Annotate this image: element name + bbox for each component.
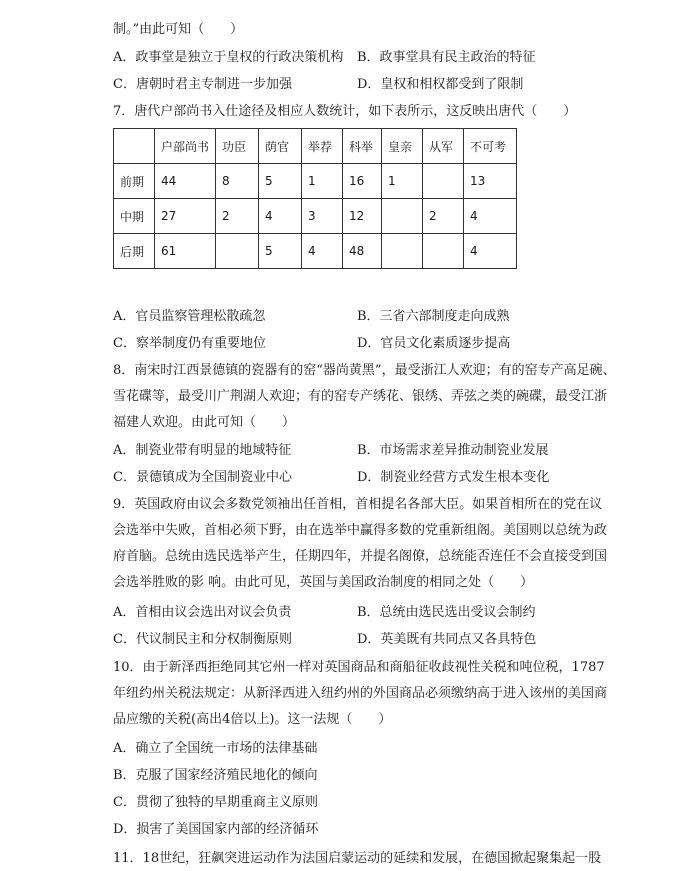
q10-stem-line: 品应缴的关税(高出4倍以上)。这一法规（ ）	[113, 712, 392, 727]
q9-option-b: B．总统由选民选出受议会制约	[357, 605, 536, 620]
table-cell: 2	[216, 199, 259, 234]
table-cell: 3	[302, 199, 343, 234]
q8-option-a: A．制瓷业带有明显的地域特征	[113, 443, 292, 458]
table-header-cell: 荫官	[259, 129, 302, 164]
table-cell: 8	[216, 164, 259, 199]
table-cell: 13	[464, 164, 517, 199]
table-header-cell: 皇亲	[382, 129, 423, 164]
table-cell: 1	[382, 164, 423, 199]
q11-stem-line: 11．18世纪，狂飙突进运动作为法国启蒙运动的延续和发展，在德国掀起聚集起一股	[113, 851, 602, 866]
q7-stem: 7．唐代户部尚书入仕途径及相应人数统计，如下表所示，这反映出唐代（ ）	[113, 104, 577, 119]
table-cell: 27	[155, 199, 216, 234]
table-row	[114, 234, 517, 269]
q8-option-b: B．市场需求差异推动制瓷业发展	[357, 443, 549, 458]
q10-option-c: C．贯彻了独特的早期重商主义原则	[113, 795, 318, 810]
table-cell: 4	[464, 234, 517, 269]
table-cell: 48	[343, 234, 382, 269]
table-cell: 4	[302, 234, 343, 269]
table-cell: 4	[464, 199, 517, 234]
q8-stem-line: 8．南宋时江西景德镇的瓷器有的窑“器尚黄黑”，最受浙江人欢迎；有的窑专产高足碗、	[113, 363, 616, 378]
q6-option-a: A．政事堂是独立于皇权的行政决策机构	[113, 50, 344, 65]
table-cell	[423, 164, 464, 199]
q8-option-d: D．制瓷业经营方式发生根本变化	[357, 470, 550, 485]
table-header-row	[114, 129, 517, 164]
q9-option-d: D．英美既有共同点又各具特色	[357, 632, 537, 647]
q10-option-a: A．确立了全国统一市场的法律基础	[113, 741, 318, 756]
table-cell: 44	[155, 164, 216, 199]
q9-stem-line: 府首脑。总统由选民选举产生，任期四年，并提名阁僚，总统能否连任不会直接受到国	[113, 549, 608, 564]
table-header-cell: 功臣	[216, 129, 259, 164]
table-row	[114, 164, 517, 199]
table-cell: 5	[259, 164, 302, 199]
q7-option-a: A．官员监察管理松散疏忽	[113, 309, 266, 324]
q7-option-b: B．三省六部制度走向成熟	[357, 309, 510, 324]
q7-option-d: D．官员文化素质逐步提高	[357, 336, 511, 351]
q9-option-c: C．代议制民主和分权制衡原则	[113, 632, 292, 647]
table-cell: 后期	[114, 234, 155, 269]
table-header-cell: 从军	[423, 129, 464, 164]
q7-option-c: C．察举制度仍有重要地位	[113, 336, 266, 351]
table-cell: 中期	[114, 199, 155, 234]
q9-stem-line: 会选举胜败的影 响。由此可见，英国与美国政治制度的相同之处（ ）	[113, 575, 534, 590]
q7-table	[113, 128, 517, 269]
q6-stem-tail: 制。”由此可知（ ）	[113, 22, 244, 37]
q10-option-b: B．克服了国家经济殖民地化的倾向	[113, 768, 318, 783]
table-row	[114, 199, 517, 234]
q8-option-c: C．景德镇成为全国制瓷业中心	[113, 470, 292, 485]
q9-stem-line: 9．英国政府由议会多数党领袖出任首相，首相提名各部大臣。如果首相所在的党在议	[113, 497, 603, 512]
table-header-cell: 举荐	[302, 129, 343, 164]
table-cell: 16	[343, 164, 382, 199]
q10-option-d: D．损害了美国国家内部的经济循环	[113, 822, 319, 837]
table-header-cell	[114, 129, 155, 164]
q10-stem-line: 年纽约州关税法规定：从新泽西进入纽约州的外国商品必须缴纳高于进入该州的美国商	[113, 686, 608, 701]
q9-stem-line: 会选举中失败，首相必须下野，由在选举中赢得多数的党重新组阁。美国则以总统为政	[113, 523, 608, 538]
table-cell: 5	[259, 234, 302, 269]
table-cell: 4	[259, 199, 302, 234]
table-cell	[423, 234, 464, 269]
table-cell: 前期	[114, 164, 155, 199]
table-cell: 12	[343, 199, 382, 234]
table-header-cell: 科举	[343, 129, 382, 164]
q8-stem-line: 雪花碟等，最受川广荆湖人欢迎；有的窑专产绣花、银绣、弄弦之类的碗碟，最受江浙	[113, 389, 608, 404]
table-cell: 2	[423, 199, 464, 234]
table-cell	[216, 234, 259, 269]
table-cell	[382, 234, 423, 269]
table-header-cell: 户部尚书	[155, 129, 216, 164]
q9-option-a: A．首相由议会选出对议会负责	[113, 605, 292, 620]
table-cell	[382, 199, 423, 234]
q10-stem-line: 10．由于新泽西拒绝同其它州一样对英国商品和商船征收歧视性关税和吨位税，1787	[113, 660, 605, 675]
table-cell: 61	[155, 234, 216, 269]
q6-option-c: C．唐朝时君主专制进一步加强	[113, 77, 292, 92]
q8-stem-line: 福建人欢迎。由此可知（ ）	[113, 415, 296, 430]
q6-option-b: B．政事堂具有民主政治的特征	[357, 50, 536, 65]
table-cell: 1	[302, 164, 343, 199]
q6-option-d: D．皇权和相权都受到了限制	[357, 77, 524, 92]
table-header-cell: 不可考	[464, 129, 517, 164]
